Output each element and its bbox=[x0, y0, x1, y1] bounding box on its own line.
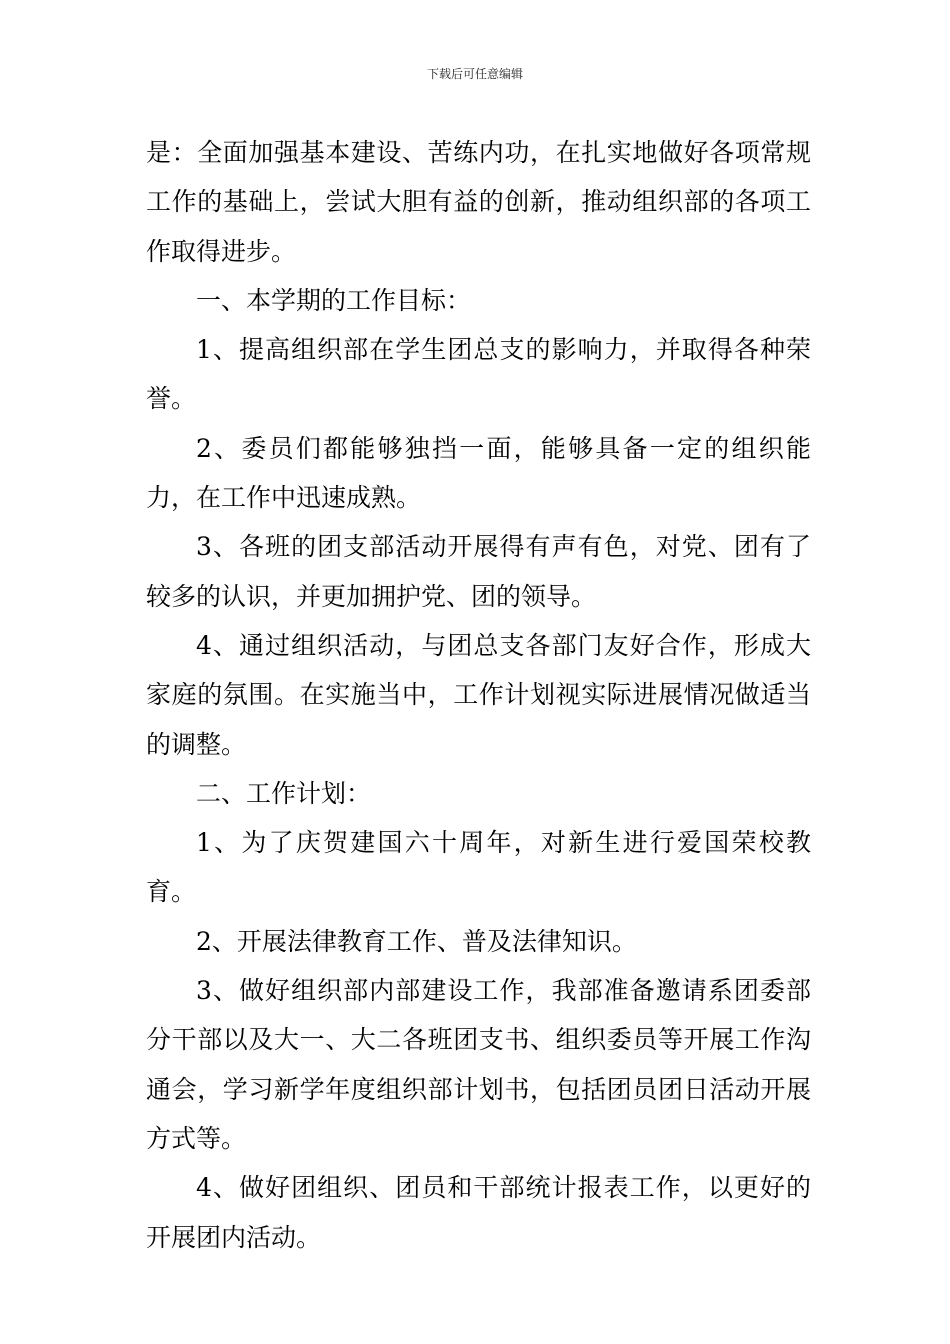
goal-item-1: 1、提高组织部在学生团总支的影响力，并取得各种荣誉。 bbox=[146, 335, 811, 414]
section-heading-plan: 二、工作计划： bbox=[196, 778, 372, 808]
plan-item-2: 2、开展法律教育工作、普及法律知识。 bbox=[196, 926, 637, 956]
goal-item-4: 4、通过组织活动，与团总支各部门友好合作，形成大家庭的氛围。在实施当中，工作计划视实际进展情况做适当的调整。 bbox=[146, 630, 811, 759]
paragraph-intro-continued: 是：全面加强基本建设、苦练内功，在扎实地做好各项常规工作的基础上，尝试大胆有益的创新，推动组织部的各项工作取得进步。 bbox=[146, 138, 811, 266]
plan-item-4: 4、做好团组织、团员和干部统计报表工作，以更好的开展团内活动。 bbox=[146, 1173, 811, 1252]
section-heading-goals: 一、本学期的工作目标： bbox=[196, 285, 472, 315]
plan-item-3: 3、做好组织部内部建设工作，我部准备邀请系团委部分干部以及大一、大二各班团支书、组织委员等开展工作沟通会，学习新学年度组织部计划书，包括团员团日活动开展方式等。 bbox=[146, 976, 811, 1153]
goal-item-3: 3、各班的团支部活动开展得有声有色，对党、团有了较多的认识，并更加拥护党、团的领导。 bbox=[146, 532, 811, 611]
document-body bbox=[146, 128, 811, 1262]
goal-item-2: 2、委员们都能够独挡一面，能够具备一定的组织能力，在工作中迅速成熟。 bbox=[146, 433, 811, 513]
plan-item-1: 1、为了庆贺建国六十周年，对新生进行爱国荣校教育。 bbox=[146, 828, 811, 907]
page-header-note: 下载后可任意编辑 bbox=[426, 67, 523, 81]
